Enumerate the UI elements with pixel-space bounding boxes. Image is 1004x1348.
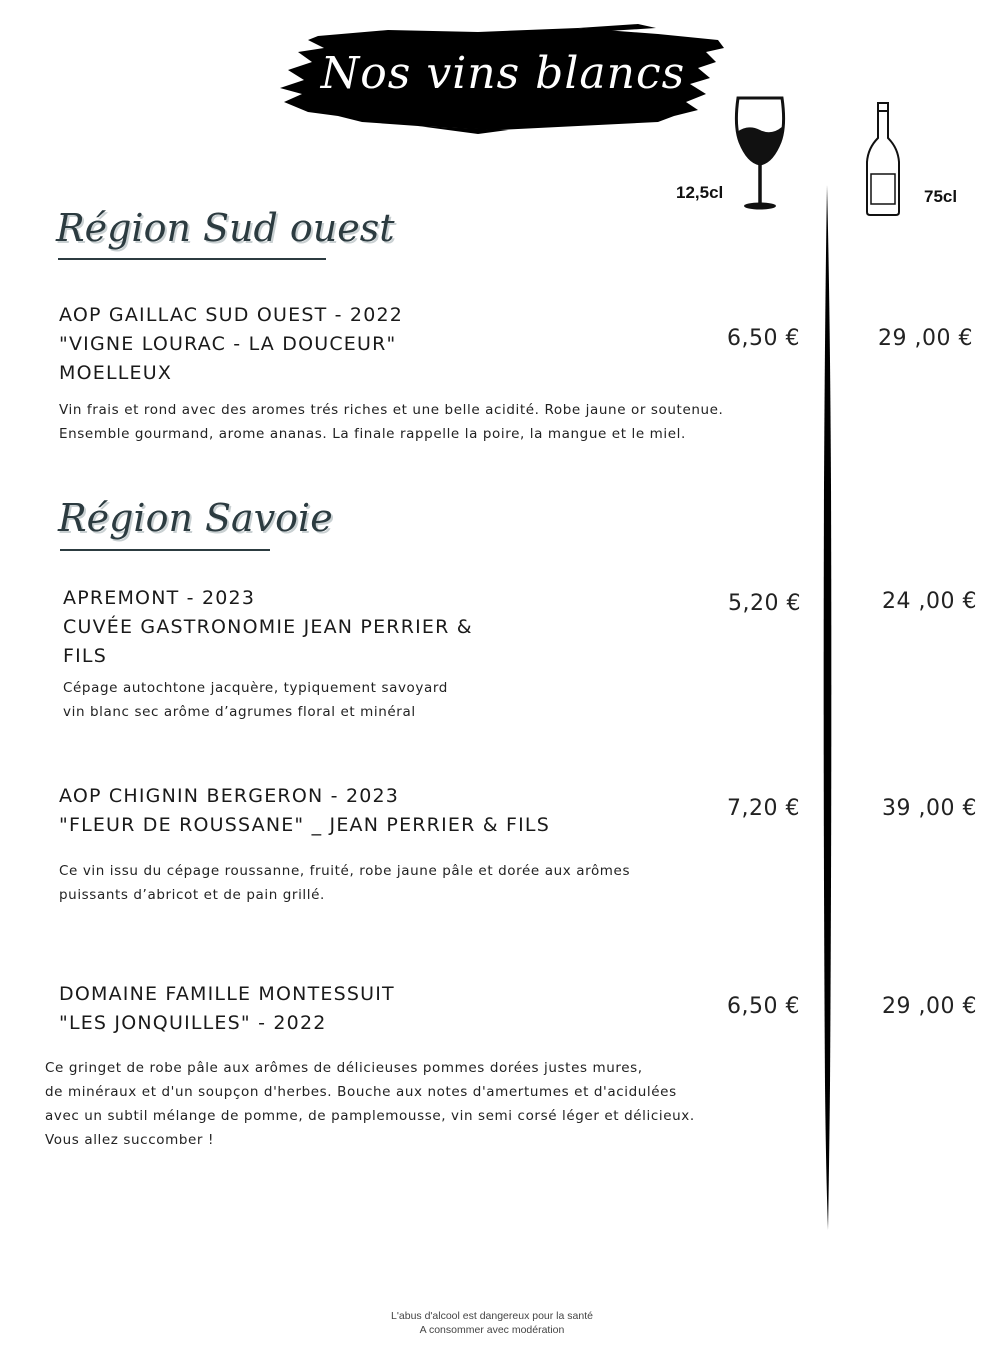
desc-line: Vin frais et rond avec des aromes trés riches et une belle acidité. Robe jaune or soutenue. (59, 402, 724, 418)
desc-line: avec un subtil mélange de pomme, de pamplemousse, vin semi corsé léger et délicieux. (45, 1108, 695, 1124)
wine-name-line: CUVÉE GASTRONOMIE JEAN PERRIER & (63, 616, 473, 638)
wine-description (59, 398, 723, 446)
desc-line: puissants d’abricot et de pain grillé. (59, 887, 325, 903)
desc-line: de minéraux et d'un soupçon d'herbes. Bouche aux notes d'amertumes et d'acidulées (45, 1084, 677, 1100)
desc-line: Ce gringet de robe pâle aux arômes de délicieuses pommes dorées justes mures, (45, 1060, 643, 1076)
region-underline (58, 258, 326, 260)
wine-name-line: AOP GAILLAC SUD OUEST - 2022 (59, 304, 404, 326)
region-heading-savoie: Région Savoie (58, 496, 333, 540)
region-heading-sud-ouest: Région Sud ouest (56, 206, 395, 250)
price-glass: 7,20 € (727, 796, 800, 821)
wine-entry-montessuit (59, 980, 395, 1038)
price-bottle: 39 ,00 € (882, 796, 977, 821)
price-bottle: 29 ,00 € (882, 994, 977, 1019)
price-glass: 6,50 € (727, 326, 800, 351)
wine-entry-gaillac (59, 301, 403, 388)
wine-name-line: FILS (63, 645, 107, 667)
wine-name-line: DOMAINE FAMILLE MONTESSUIT (59, 983, 395, 1005)
wine-entry-chignin (59, 782, 550, 840)
title-banner (278, 22, 728, 142)
desc-line: Ce vin issu du cépage roussanne, fruité, robe jaune pâle et dorée aux arômes (59, 863, 631, 879)
column-divider (822, 185, 834, 1230)
region-underline (60, 549, 270, 551)
wine-name-line: APREMONT - 2023 (63, 587, 256, 609)
wine-entry-apremont (63, 584, 473, 671)
price-glass: 6,50 € (727, 994, 800, 1019)
desc-line: vin blanc sec arôme d’agrumes floral et minéral (63, 704, 416, 720)
wine-glass-icon (732, 96, 788, 212)
wine-description (45, 1056, 695, 1152)
desc-line: Vous allez succomber ! (45, 1132, 214, 1148)
wine-name-line: AOP CHIGNIN BERGERON - 2023 (59, 785, 400, 807)
wine-name-line: "FLEUR DE ROUSSANE" _ JEAN PERRIER & FILS (59, 814, 550, 836)
wine-description (63, 676, 448, 724)
wine-bottle-icon (864, 102, 902, 218)
wine-description (59, 859, 630, 907)
desc-line: Cépage autochtone jacquère, typiquement savoyard (63, 680, 448, 696)
glass-size-label: 12,5cl (676, 183, 724, 202)
wine-name-line: "VIGNE LOURAC - LA DOUCEUR" (59, 333, 397, 355)
footer-warning: L'abus d'alcool est dangereux pour la santé (391, 1310, 593, 1322)
price-glass: 5,20 € (728, 591, 801, 616)
footer-moderation: A consommer avec modération (419, 1324, 565, 1336)
wine-name-line: "LES JONQUILLES" - 2022 (59, 1012, 327, 1034)
wine-name-line: MOELLEUX (59, 362, 173, 384)
desc-line: Ensemble gourmand, arome ananas. La finale rappelle la poire, la mangue et le miel. (59, 426, 686, 442)
bottle-size-label: 75cl (924, 187, 958, 206)
page-title: Nos vins blancs (320, 48, 686, 99)
price-bottle: 29 ,00 € (878, 326, 973, 351)
price-bottle: 24 ,00 € (882, 589, 977, 614)
